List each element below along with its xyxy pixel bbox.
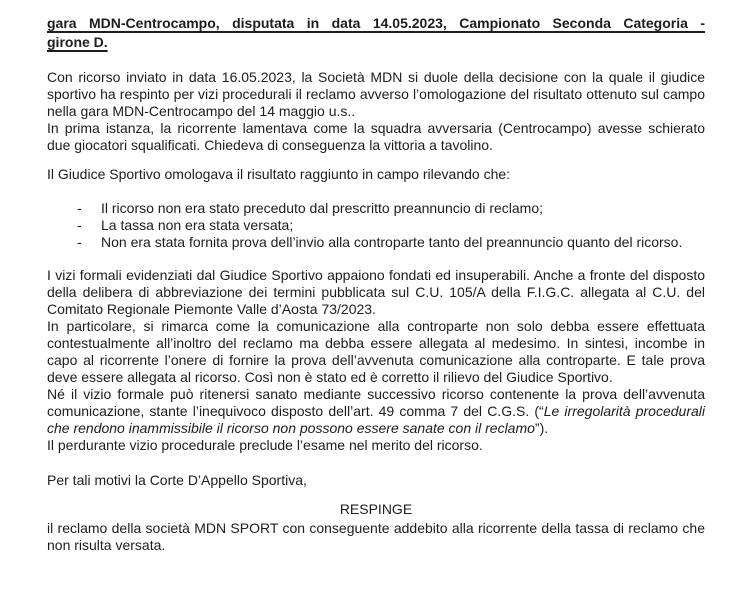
list-item — [47, 234, 705, 251]
list-item — [47, 200, 705, 217]
reasoning-3-close: ”). — [534, 420, 549, 436]
paragraph-closing: il reclamo della società MDN SPORT con conseguente addebito alla ricorrente della tassa di reclamo che non risulta versata. — [47, 520, 705, 553]
bullet-text: La tassa non era stata versata; — [101, 217, 294, 233]
paragraph-reasoning-2: In particolare, si rimarca come la comunicazione alla controparte non solo debba essere effettuata contestualmente all’inoltro del reclamo ma debba essere allegata al medesimo. In sintesi, incombe in capo al ricorrente l’onere di fornire la prova dell’avvenuta comunicazione alla controparte. E tale prova deve essere allegata al ricorso. Così non è stato ed è corretto il rilievo del Giudice Sportivo. — [47, 318, 705, 385]
reasoning-3-text: Né il vizio formale può ritenersi sanato mediante successivo ricorso contenente la prova dell’avvenuta comunicazione, stante l’inequivoco disposto dell’art. 49 comma 7 del C.G.S. (“ — [47, 386, 705, 419]
heading-line-2: girone D. — [47, 34, 108, 50]
paragraph-reasoning-4: Il perdurante vizio procedurale preclude l’esame nel merito del ricorso. — [47, 437, 483, 453]
bullet-dash-icon: - — [77, 200, 82, 216]
document-heading — [47, 14, 705, 52]
bullet-text: Il ricorso non era stato preceduto dal prescritto preannuncio di reclamo; — [101, 200, 544, 216]
bullet-text: Non era stata fornita prova dell’invio alla controparte tanto del preannuncio quanto del ricorso. — [101, 234, 683, 250]
paragraph-intro-2: In prima istanza, la ricorrente lamentava come la squadra avversaria (Centrocampo) avesse schierato due giocatori squalificati. Chiedeva di conseguenza la vittoria a tavolino. — [47, 120, 705, 153]
paragraph-intro-1: Con ricorso inviato in data 16.05.2023, la Società MDN si duole della decisione con la quale il giudice sportivo ha respinto per vizi procedurali il reclamo avverso l’omologazione del risultato ottenuto sul campo nella gara MDN-Centrocampo del 14 maggio u.s.. — [47, 69, 705, 119]
reasoning-3-quote: Le irregolarità procedurali che rendono inammissibile il ricorso non possono essere sanate con il reclamo — [47, 403, 705, 436]
paragraph-reasoning-1: I vizi formali evidenziati dal Giudice Sportivo appaiono fondati ed insuperabili. Anche a fronte del disposto della delibera di abbreviazione dei termini pubblicata sul C.U. 105/A della F.I.G.C. allegata al C.U. del Comitato Regionale Piemonte Valle d’Aosta 73/2023. — [47, 267, 705, 317]
paragraph-conclusion-intro: Per tali motivi la Corte D’Appello Sportiva, — [47, 472, 307, 488]
bullet-list — [47, 200, 705, 251]
paragraph-judge-intro: Il Giudice Sportivo omologava il risultato raggiunto in campo rilevando che: — [47, 166, 511, 182]
bullet-dash-icon: - — [77, 217, 82, 233]
heading-line-1: gara MDN-Centrocampo, disputata in data 14.05.2023, Campionato Seconda Categoria - — [47, 15, 705, 31]
bullet-dash-icon: - — [77, 234, 82, 250]
list-item — [47, 217, 705, 234]
verdict-text: RESPINGE — [339, 501, 413, 517]
paragraph-reasoning-3 — [47, 386, 705, 437]
